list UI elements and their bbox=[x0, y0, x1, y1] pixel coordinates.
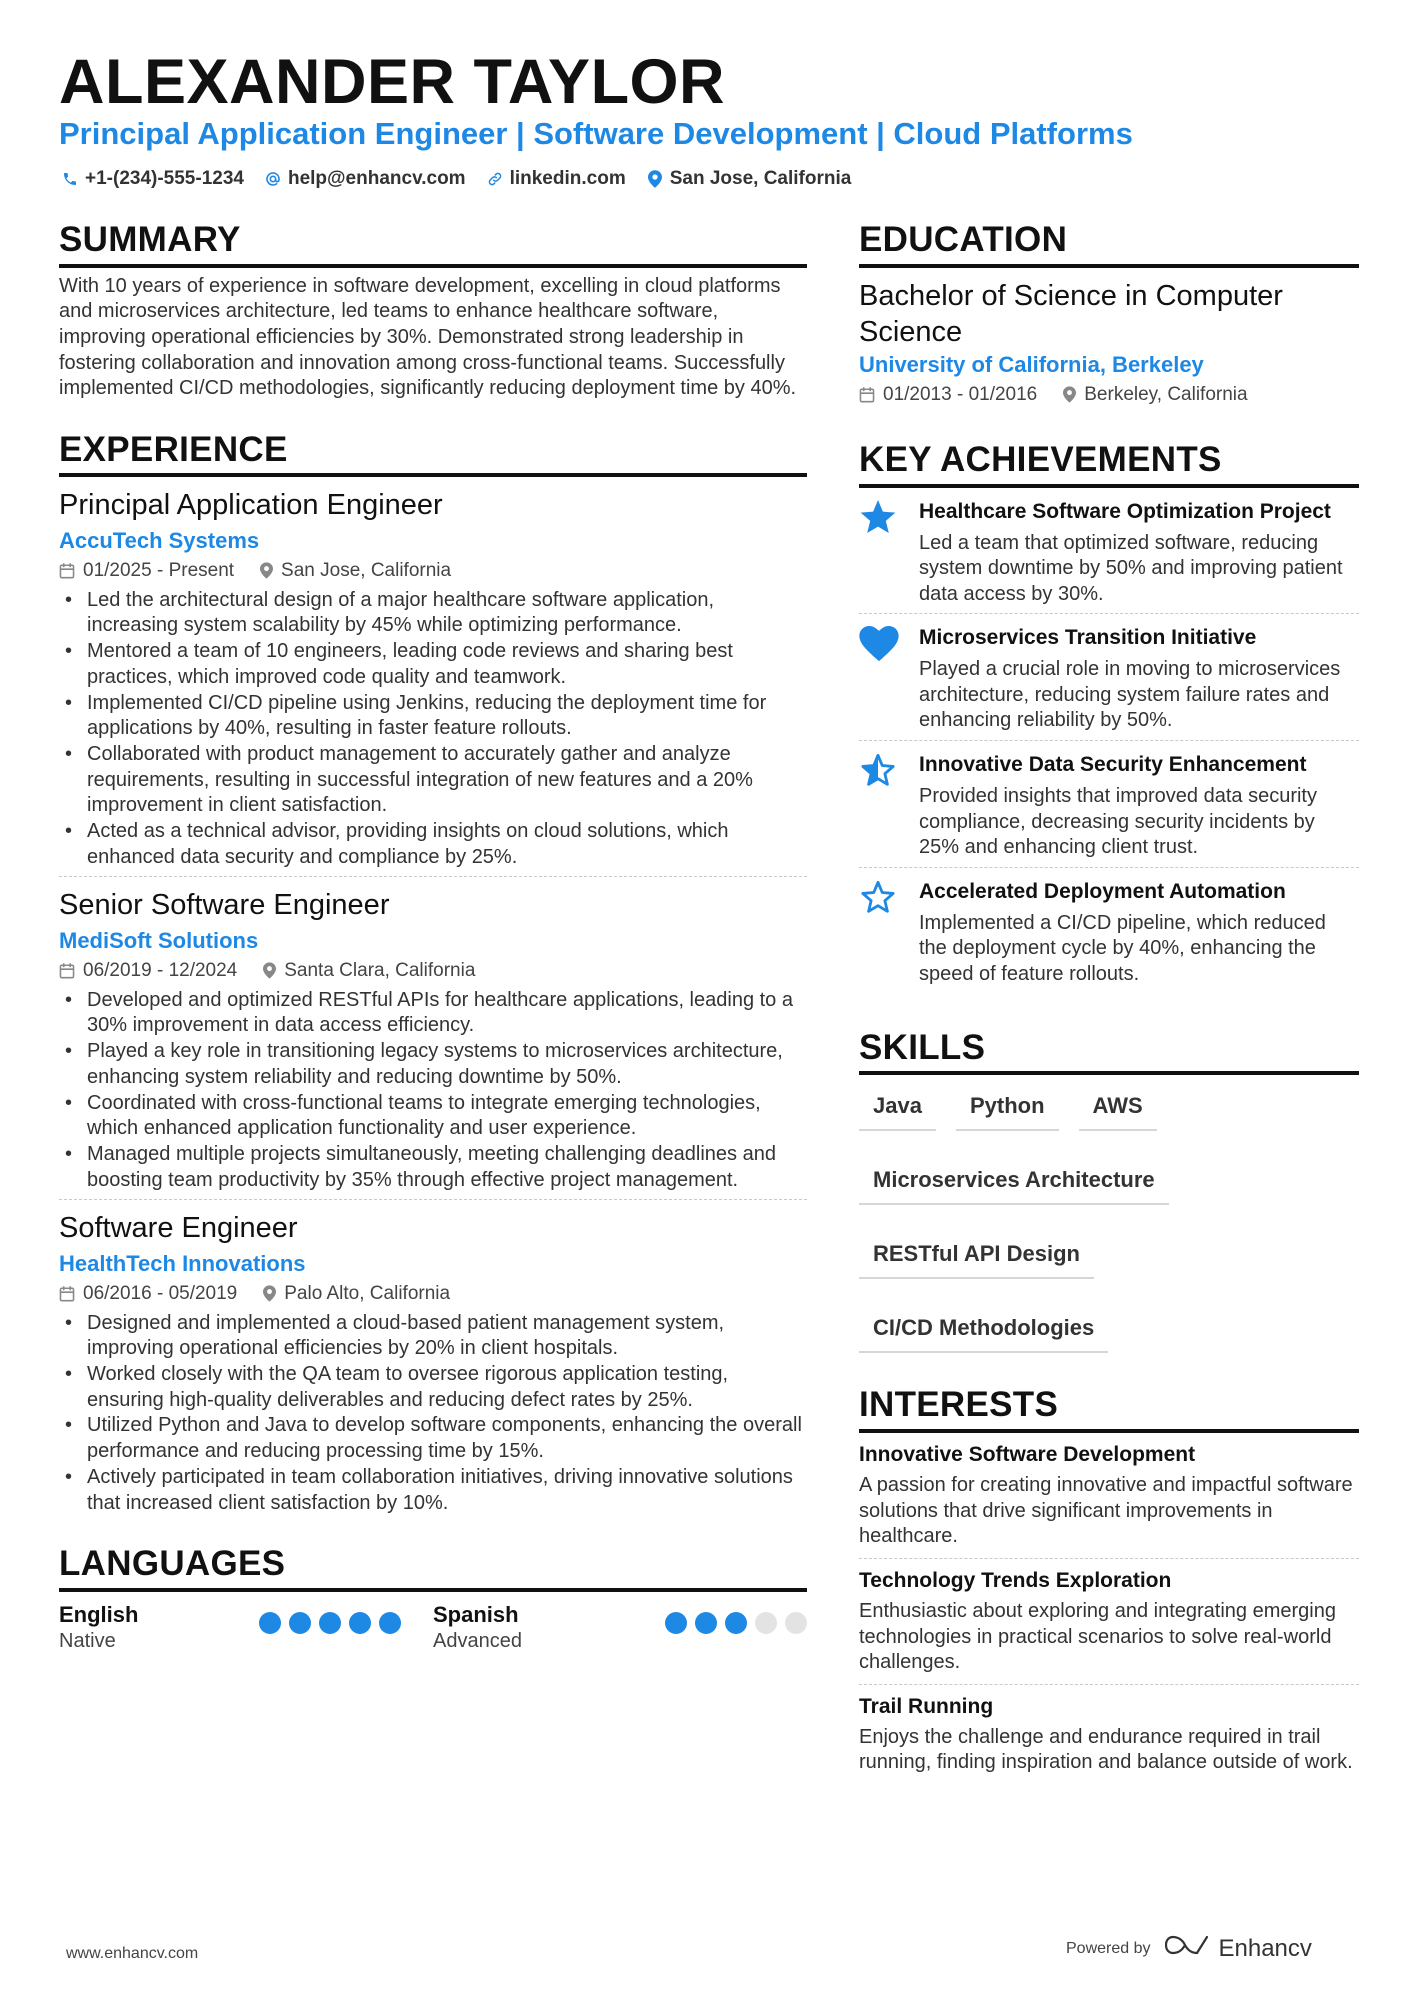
job-bullets bbox=[59, 1311, 807, 1517]
achievement-desc: Implemented a CI/CD pipeline, which reduced the deployment cycle by 40%, enhancing the speed of feature rollouts. bbox=[919, 911, 1326, 986]
interest-item bbox=[859, 1433, 1359, 1559]
achievement-item bbox=[859, 868, 1359, 994]
achievements-section bbox=[859, 438, 1359, 994]
language-rating bbox=[665, 1612, 807, 1634]
footer-branding bbox=[1066, 1934, 1312, 1963]
interest-item bbox=[859, 1685, 1359, 1784]
location-text: San Jose, California bbox=[669, 168, 852, 189]
candidate-name: ALEXANDER TAYLOR bbox=[59, 47, 726, 117]
achievement-item bbox=[859, 614, 1359, 741]
calendar-icon bbox=[59, 962, 75, 979]
phone-icon bbox=[61, 171, 79, 187]
job-dates-text: 06/2016 - 05/2019 bbox=[83, 1282, 238, 1304]
rating-dot-filled bbox=[319, 1612, 341, 1634]
company-name: AccuTech Systems bbox=[59, 527, 260, 553]
language-level: Advanced bbox=[433, 1629, 522, 1652]
job-dates bbox=[59, 960, 237, 982]
achievement-desc: Played a crucial role in moving to microservices architecture, reducing system failure rates and enhancing reliability by 50%. bbox=[919, 658, 1341, 732]
education-location-text: Berkeley, California bbox=[1084, 383, 1248, 405]
rating-dot-empty bbox=[755, 1612, 777, 1634]
summary-section bbox=[59, 218, 807, 402]
job-bullet: • Played a key role in transitioning legacy systems to microservices architecture, enhancing system reliability and reducing downtime by 50%. bbox=[59, 1039, 807, 1090]
job-bullet: • Coordinated with cross-functional teams to integrate emerging technologies, which enhanced application functionality and user experience. bbox=[59, 1091, 807, 1142]
headline: Principal Application Engineer | Software Development | Cloud Platforms bbox=[59, 116, 1133, 151]
achievement-title: Innovative Data Security Enhancement bbox=[919, 753, 1307, 777]
job-title: Senior Software Engineer bbox=[59, 889, 390, 922]
star-filled-icon bbox=[859, 498, 919, 608]
phone-text: +1-(234)-555-1234 bbox=[85, 168, 244, 189]
job-bullet: • Implemented CI/CD pipeline using Jenkins, reducing the deployment time for applications by 40%, resulting in faster feature rollouts. bbox=[59, 691, 807, 742]
brand-logo[interactable] bbox=[1165, 1934, 1312, 1963]
achievement-desc: Provided insights that improved data security compliance, decreasing security incidents by 25% and enhancing client trust. bbox=[919, 785, 1317, 859]
job-location-text: Palo Alto, California bbox=[284, 1282, 451, 1304]
experience-section bbox=[59, 428, 807, 1522]
achievements-title: KEY ACHIEVEMENTS bbox=[859, 438, 1359, 488]
contact-phone[interactable] bbox=[61, 168, 244, 190]
interest-title: Trail Running bbox=[859, 1694, 994, 1718]
rating-dot-filled bbox=[349, 1612, 371, 1634]
skill-tag: AWS bbox=[1079, 1085, 1157, 1131]
job-dates-text: 01/2025 - Present bbox=[83, 559, 235, 581]
school-name: University of California, Berkeley bbox=[859, 351, 1204, 377]
contact-bar bbox=[61, 168, 851, 190]
interests-section bbox=[859, 1383, 1359, 1784]
achievement-item bbox=[859, 488, 1359, 615]
education-section bbox=[859, 218, 1359, 406]
summary-title: SUMMARY bbox=[59, 218, 807, 268]
language-rating bbox=[259, 1612, 401, 1634]
calendar-icon bbox=[859, 386, 875, 403]
interest-item bbox=[859, 1559, 1359, 1685]
contact-location bbox=[646, 168, 852, 190]
at-icon bbox=[264, 171, 282, 187]
rating-dot-filled bbox=[665, 1612, 687, 1634]
job-dates bbox=[59, 560, 234, 582]
job-location-text: San Jose, California bbox=[281, 559, 452, 581]
job-bullet: • Mentored a team of 10 engineers, leading code reviews and sharing best practices, which improved code quality and teamwork. bbox=[59, 639, 807, 690]
skills-section bbox=[859, 1026, 1359, 1354]
linkedin-text: linkedin.com bbox=[509, 168, 626, 189]
degree: Bachelor of Science in Computer Science bbox=[859, 279, 1283, 348]
skill-tag: CI/CD Methodologies bbox=[859, 1307, 1108, 1353]
job-dates bbox=[59, 1283, 237, 1305]
experience-item bbox=[59, 877, 807, 1200]
language-name: Spanish bbox=[433, 1601, 519, 1627]
experience-item bbox=[59, 1200, 807, 1522]
star-outline-icon bbox=[859, 878, 919, 988]
star-half-icon bbox=[859, 751, 919, 861]
language-level: Native bbox=[59, 1629, 116, 1652]
location-pin-icon bbox=[646, 170, 664, 188]
education-meta bbox=[859, 384, 1359, 406]
footer-website[interactable]: www.enhancv.com bbox=[66, 1945, 199, 1962]
experience-item bbox=[59, 477, 807, 877]
job-meta bbox=[59, 1283, 807, 1305]
job-bullets bbox=[59, 988, 807, 1194]
job-meta bbox=[59, 960, 807, 982]
link-icon bbox=[486, 171, 504, 187]
company-name: MediSoft Solutions bbox=[59, 927, 259, 953]
job-title: Principal Application Engineer bbox=[59, 489, 443, 522]
job-bullet: • Utilized Python and Java to develop software components, enhancing the overall performance and reducing processing time by 15%. bbox=[59, 1413, 807, 1464]
powered-by-label: Powered by bbox=[1066, 1939, 1151, 1957]
job-location bbox=[260, 560, 451, 582]
job-location bbox=[263, 960, 475, 982]
job-dates-text: 06/2019 - 12/2024 bbox=[83, 959, 238, 981]
skill-tag: RESTful API Design bbox=[859, 1233, 1094, 1279]
education-dates-text: 01/2013 - 01/2016 bbox=[883, 383, 1038, 405]
achievement-title: Healthcare Software Optimization Project bbox=[919, 499, 1331, 523]
rating-dot-filled bbox=[289, 1612, 311, 1634]
rating-dot-filled bbox=[259, 1612, 281, 1634]
languages-section bbox=[59, 1542, 807, 1653]
company-name: HealthTech Innovations bbox=[59, 1250, 306, 1276]
achievement-title: Microservices Transition Initiative bbox=[919, 626, 1257, 650]
language-item bbox=[59, 1602, 433, 1653]
rating-dot-filled bbox=[695, 1612, 717, 1634]
job-bullet: • Collaborated with product management to accurately gather and analyze requirements, resulting in successful integration of new features and a 20% improvement in client satisfaction. bbox=[59, 742, 807, 819]
rating-dot-filled bbox=[725, 1612, 747, 1634]
interest-desc: Enjoys the challenge and endurance required in trail running, finding inspiration and balance outside of work. bbox=[859, 1725, 1353, 1774]
location-pin-icon bbox=[260, 562, 273, 579]
job-location bbox=[263, 1283, 450, 1305]
rating-dot-empty bbox=[785, 1612, 807, 1634]
email-text: help@enhancv.com bbox=[287, 168, 466, 189]
brand-name: Enhancv bbox=[1218, 1934, 1312, 1962]
location-pin-icon bbox=[1063, 386, 1076, 403]
job-bullets bbox=[59, 588, 807, 871]
left-column bbox=[59, 218, 807, 1653]
enhancv-logo-icon bbox=[1165, 1934, 1211, 1963]
job-bullet: • Designed and implemented a cloud-based patient management system, improving operational efficiencies by 20% in client hospitals. bbox=[59, 1311, 807, 1362]
languages-list bbox=[59, 1602, 807, 1653]
education-title: EDUCATION bbox=[859, 218, 1359, 268]
languages-title: LANGUAGES bbox=[59, 1542, 807, 1592]
job-bullet: • Acted as a technical advisor, providing insights on cloud solutions, which enhanced data security and compliance by 25%. bbox=[59, 819, 807, 870]
job-bullet: • Developed and optimized RESTful APIs for healthcare applications, leading to a 30% improvement in data access efficiency. bbox=[59, 988, 807, 1039]
experience-title: EXPERIENCE bbox=[59, 428, 807, 478]
rating-dot-filled bbox=[379, 1612, 401, 1634]
skill-tag: Python bbox=[956, 1085, 1059, 1131]
interests-title: INTERESTS bbox=[859, 1383, 1359, 1433]
education-location bbox=[1063, 384, 1247, 406]
summary-text: With 10 years of experience in software development, excelling in cloud platforms and microservices architecture, led teams to enhance healthcare software, improving operational efficiencies by 30%. Demonstrated strong leadership in fostering collaboration and innovation among cross-functional teams. Successfully implemented CI/CD methodologies, significantly reducing deployment time by 40%. bbox=[59, 274, 797, 400]
skill-tag: Java bbox=[859, 1085, 936, 1131]
skill-tag: Microservices Architecture bbox=[859, 1159, 1169, 1205]
job-bullet: • Actively participated in team collaboration initiatives, driving innovative solutions that increased client satisfaction by 10%. bbox=[59, 1465, 807, 1516]
achievement-item bbox=[859, 741, 1359, 868]
job-location-text: Santa Clara, California bbox=[284, 959, 476, 981]
right-column bbox=[859, 218, 1359, 1784]
heart-icon bbox=[859, 624, 919, 734]
location-pin-icon bbox=[263, 962, 276, 979]
education-dates bbox=[859, 384, 1037, 406]
job-title: Software Engineer bbox=[59, 1212, 298, 1245]
contact-email[interactable] bbox=[264, 168, 466, 190]
skills-title: SKILLS bbox=[859, 1026, 1359, 1076]
achievement-title: Accelerated Deployment Automation bbox=[919, 879, 1286, 903]
job-bullet: • Worked closely with the QA team to oversee rigorous application testing, ensuring high-quality deliverables and reducing defect rates by 25%. bbox=[59, 1362, 807, 1413]
location-pin-icon bbox=[263, 1285, 276, 1302]
language-item bbox=[433, 1602, 807, 1653]
job-bullet: • Managed multiple projects simultaneously, meeting challenging deadlines and boosting team productivity by 35% through effective project management. bbox=[59, 1142, 807, 1193]
interest-title: Technology Trends Exploration bbox=[859, 1568, 1172, 1592]
job-bullet: • Led the architectural design of a major healthcare software application, increasing system scalability by 45% while optimizing performance. bbox=[59, 588, 807, 639]
calendar-icon bbox=[59, 562, 75, 579]
contact-linkedin[interactable] bbox=[486, 168, 626, 190]
job-meta bbox=[59, 560, 807, 582]
interest-desc: Enthusiastic about exploring and integrating emerging technologies in practical scenarios to solve real-world challenges. bbox=[859, 1599, 1336, 1674]
interest-desc: A passion for creating innovative and impactful software solutions that drive significant improvements in healthcare. bbox=[859, 1474, 1353, 1548]
interest-title: Innovative Software Development bbox=[859, 1443, 1196, 1467]
skills-list bbox=[859, 1085, 1359, 1353]
calendar-icon bbox=[59, 1285, 75, 1302]
achievement-desc: Led a team that optimized software, reducing system downtime by 50% and improving patient data access by 30%. bbox=[919, 531, 1343, 605]
language-name: English bbox=[59, 1601, 139, 1627]
